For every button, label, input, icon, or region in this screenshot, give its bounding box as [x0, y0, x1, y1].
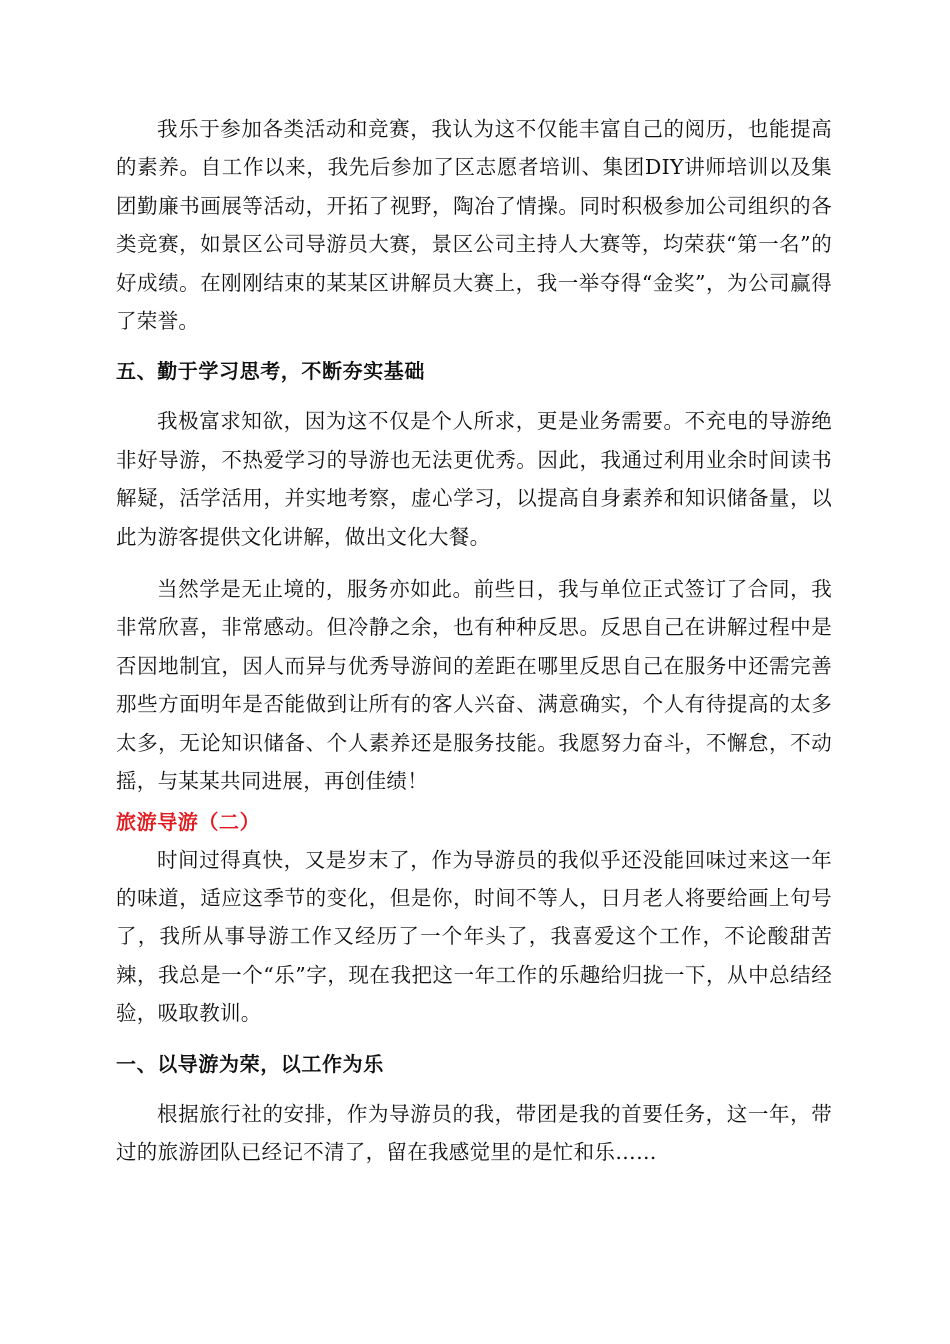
- section-heading-five: 五、勤于学习思考，不断夯实基础: [116, 359, 425, 384]
- paragraph-reflection: 当然学是无止境的，服务亦如此。前些日，我与单位正式签订了合同，我非常欣喜，非常感动。但冷静之余，也有种种反思。反思自己在讲解过程中是否因地制宜，因人而异与优秀导游间的差距在哪里反思自己在服务中还需完善那些方面明年是否能做到让所有的客人兴奋、满意确实，个人有待提高的太多太多，无论知识储备、个人素养还是服务技能。我愿努力奋斗，不懈怠，不动摇，与某某共同进展，再创佳绩！: [116, 577, 832, 794]
- section-heading-one: 一、以导游为荣，以工作为乐: [116, 1051, 384, 1076]
- paragraph-learning: 我极富求知欲，因为这不仅是个人所求，更是业务需要。不充电的导游绝非好导游，不热爱学习的导游也无法更优秀。因此，我通过利用业余时间读书解疑，活学活用，并实地考察，虚心学习，以提高自身素养和知识储备量，以此为游客提供文化讲解，做出文化大餐。: [116, 409, 832, 549]
- paragraph-activities: 我乐于参加各类活动和竞赛，我认为这不仅能丰富自己的阅历，也能提高的素养。自工作以来，我先后参加了区志愿者培训、集团DIY讲师培训以及集团勤廉书画展等活动，开拓了视野，陶冶了情操。同时积极参加公司组织的各类竞赛，如景区公司导游员大赛，景区公司主持人大赛等，均荣获“第一名”的好成绩。在刚刚结束的某某区讲解员大赛上，我一举夺得“金奖”，为公司赢得了荣誉。: [116, 117, 832, 334]
- paragraph-tour-duties: 根据旅行社的安排，作为导游员的我，带团是我的首要任务，这一年，带过的旅游团队已经记不清了，留在我感觉里的是忙和乐……: [116, 1101, 832, 1164]
- section-title-tour-guide-two: 旅游导游（二）: [116, 809, 261, 834]
- document-page: [116, 110, 832, 1171]
- paragraph-year-summary: 时间过得真快，又是岁末了，作为导游员的我似乎还没能回味过来这一年的味道，适应这季节的变化，但是你，时间不等人，日月老人将要给画上句号了，我所从事导游工作又经历了一个年头了，我喜爱这个工作，不论酸甜苦辣，我总是一个“乐”字，现在我把这一年工作的乐趣给归拢一下，从中总结经验，吸取教训。: [116, 847, 832, 1026]
